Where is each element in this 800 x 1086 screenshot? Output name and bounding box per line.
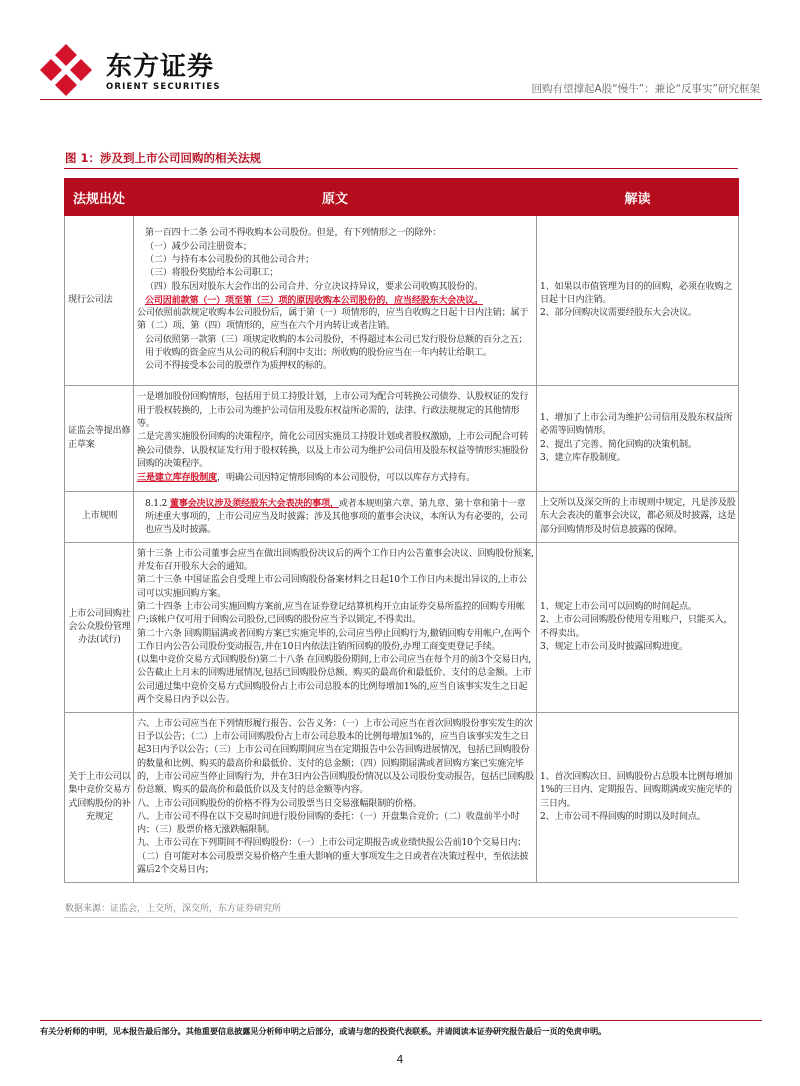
table-row — [65, 386, 739, 492]
regulation-table — [64, 178, 739, 883]
interpretation-line: 上交所以及深交所的上市规则中规定，凡是涉及股东大会表决的董事会决议，都必须及时披露，这是部分回购情形及时信息披露的保障。 — [540, 498, 736, 535]
highlighted-clause: 三是建立库存股制度 — [137, 472, 218, 484]
table-header-row — [65, 179, 739, 216]
row-interpretation — [537, 216, 739, 386]
highlighted-clause: 公司因前款第（一）项至第（三）项的原因收购本公司股份的，应当经股东大会决议。 — [145, 294, 483, 306]
table-row — [65, 216, 739, 386]
original-line: 第一百四十二条 公司不得收购本公司股份。但是，有下列情形之一的除外： — [145, 228, 442, 239]
page-number: 4 — [396, 1053, 404, 1066]
orient-logo-icon — [40, 44, 92, 96]
column-header-original: 原文 — [134, 179, 537, 216]
original-line: 九、上市公司在下列期间不得回购股份：（一）上市公司定期报告或业绩快报公告前10个交易日内；（二）自可能对本公司股票交易价格产生重大影响的重大事项发生之日或者在决策过程中，至依法披露后2个交易日内； — [137, 838, 529, 875]
row-original — [134, 386, 537, 492]
interpretation-line: 3、规定上市公司及时披露回购进度。 — [540, 641, 688, 652]
row-original — [134, 492, 537, 543]
data-source-note: 数据来源：证监会，上交所，深交所，东方证券研究所 — [65, 904, 282, 914]
row-source: 上市规则 — [65, 492, 134, 543]
original-line — [137, 471, 534, 485]
original-line: 公司不得接受本公司的股票作为质押权的标的。 — [145, 361, 332, 372]
company-logo — [40, 42, 230, 102]
original-line: (以集中竞价交易方式回购股份)第二十八条 在回购股份期间,上市公司应当在每个月的前3个交易日内,公告截止上月末的回购进展情况,包括已回购股份总额、购买的最高价和最低价、支付的总金额。上市公司通过集中竞价交易方式回购股份占上市公司总股本的比例每增加1%的,应当自该事实发生之日起两个交易日内予以公告。 — [137, 655, 532, 705]
logo-brand-en: ORIENT SECURITIES — [106, 82, 221, 92]
original-line: 公司依照前款规定收购本公司股份后，属于第（一）项情形的，应当自收购之日起十日内注销；属于第（二）项、第（四）项情形的，应当在六个月内转让或者注销。 — [137, 308, 529, 332]
header-divider — [40, 99, 762, 100]
interpretation-line: 1、增加了上市公司为维护公司信用及股东权益所必需等回购情形。 — [540, 412, 733, 437]
interpretation-line: 2、部分回购决议需要经股东大会决议。 — [540, 308, 697, 319]
original-line: 公司依照第一款第（三）项规定收购的本公司股份，不得超过本公司已发行股份总额的百分之五；用于收购的资金应当从公司的税后利润中支出；所收购的股份应当在一年内转让给职工。 — [145, 334, 528, 359]
table-row — [65, 492, 739, 543]
row-source: 上市公司回购社会公众股份管理办法(试行) — [65, 543, 134, 713]
highlighted-clause: 董事会决议涉及须经股东大会表决的事项， — [169, 497, 339, 509]
row-interpretation — [537, 386, 739, 492]
clause-number: 8.1.2 — [145, 498, 170, 509]
footer-divider — [40, 1020, 762, 1021]
original-line: 一是增加股份回购情形，包括用于员工持股计划，上市公司为配合可转换公司债券、认股权证的发行用于股权转换的，上市公司为维护公司信用及股东权益所必需的，法律、行政法规规定的其他情形等。 — [137, 392, 529, 430]
original-line: 第二十四条 上市公司实施回购方案前,应当在证券登记结算机构开立由证券交易所监控的回购专用帐户;该帐户仅可用于回购公司股份,已回购的股份应当予以锁定,不得卖出。 — [137, 601, 525, 626]
figure-title: 图 1：涉及到上市公司回购的相关法规 — [65, 151, 262, 165]
interpretation-line: 1、如果以市值管理为目的的回购，必须在收购之日起十日内注销。 — [540, 281, 733, 305]
column-header-interpretation: 解读 — [537, 179, 739, 216]
table-row — [65, 543, 739, 713]
row-interpretation — [537, 543, 739, 713]
original-line: 第十三条 上市公司董事会应当在做出回购股份决议后的两个工作日内公告董事会决议、回购股份预案,并发布召开股东大会的通知。 — [137, 548, 534, 573]
row-interpretation — [537, 713, 739, 883]
original-line: 第二十六条 回购期届满或者回购方案已实施完毕的,公司应当停止回购行为,撤销回购专用帐户,在两个工作日内公告公司股份变动报告,并在10日内依法注销所回购的股份,办理工商变更登记手续。 — [137, 628, 531, 652]
row-source: 关于上市公司以集中竞价交易方式回购股份的补充规定 — [65, 713, 134, 883]
original-line: （一）减少公司注册资本； — [145, 241, 252, 252]
original-text: ，明确公司因特定情形回购的本公司股份，可以以库存方式持有。 — [217, 473, 475, 484]
figure-title-divider — [64, 168, 738, 169]
interpretation-line: 1、规定上市公司可以回购的时间起点。 — [540, 601, 697, 612]
logo-brand-cn: 东方证券 — [106, 52, 215, 82]
row-source: 证监会等提出修正草案 — [65, 386, 134, 492]
table-row — [65, 713, 739, 883]
column-header-source: 法规出处 — [65, 179, 134, 216]
row-original — [134, 543, 537, 713]
interpretation-line: 2、上市公司回购股份使用专用账户，只能买入，不得卖出。 — [540, 615, 733, 639]
original-line: （三）将股份奖励给本公司职工； — [145, 268, 279, 279]
interpretation-line: 3、建立库存股制度。 — [540, 452, 626, 463]
original-line: 八、上市公司不得在以下交易时间进行股份回购的委托：（一）开盘集合竞价；（二）收盘前半小时内；（三）股票价格无涨跌幅限制。 — [137, 811, 520, 836]
original-line: 六、上市公司应当在下列情形履行报告、公告义务：（一）上市公司应当在首次回购股份事实发生的次日予以公告；（二）上市公司回购股份占上市公司总股本的比例每增加1%的，应当自该事实发生之日起3日内予以公告；（三）上市公司在回购期间应当在定期报告中公告回购进展情况，包括已回购股份的数量和比例、购买的最高价和最低价、支付的总金额；（四）回购期届满或者回购方案已实施完毕的，上市公司应当停止回购行为，并在3日内公告回购股份情况以及公司股份变动报告，包括已回购股份总额、购买的最高价和最低价以及支付的总金额等内容。 — [137, 718, 534, 796]
original-line — [137, 497, 534, 538]
original-line: 八、上市公司回购股份的价格不得为公司股票当日交易涨幅限制的价格。 — [137, 798, 422, 809]
interpretation-line: 2、提出了完善、简化回购的决策机制。 — [540, 439, 697, 450]
source-divider — [64, 917, 738, 918]
original-text: 或者本规则第六章、第九章、第十章和第十一章所述重大事项的，上市公司应当及时披露；涉及其他事项的董事会决议，本所认为有必要的，公司也应当及时披露。 — [145, 498, 528, 536]
row-original — [134, 216, 537, 386]
interpretation-line: 1、首次回购次日、回购股份占总股本比例每增加1%的三日内、定期报告、回购期满或实施完毕的三日内。 — [540, 771, 733, 809]
row-source: 现行公司法 — [65, 216, 134, 386]
original-line: 第二十三条 中国证监会自受理上市公司回购股份备案材料之日起10个工作日内未提出异议的,上市公司可以实施回购方案。 — [137, 575, 528, 599]
report-title: 回购有望撑起A股“慢牛”：兼论“反事实”研究框架 — [531, 83, 760, 95]
interpretation-line: 2、上市公司不得回购的时期以及时间点。 — [540, 811, 706, 822]
original-line: 二是完善实施股份回购的决策程序，简化公司因实施员工持股计划或者股权激励，上市公司配合可转换公司债券、认股权证发行用于股权转换，以及上市公司为维护公司信用及股东权益等情形实施股份回购的决策程序。 — [137, 432, 529, 469]
row-interpretation — [537, 492, 739, 543]
original-line: （四）股东因对股东大会作出的公司合并、分立决议持异议，要求公司收购其股份的。 — [145, 281, 483, 292]
original-line: （二）与持有本公司股份的其他公司合并； — [145, 254, 314, 265]
row-original — [134, 713, 537, 883]
footer-disclaimer: 有关分析师的申明，见本报告最后部分。其他重要信息披露见分析师申明之后部分，或请与您的投资代表联系。并请阅读本证券研究报告最后一页的免责申明。 — [40, 1026, 607, 1036]
